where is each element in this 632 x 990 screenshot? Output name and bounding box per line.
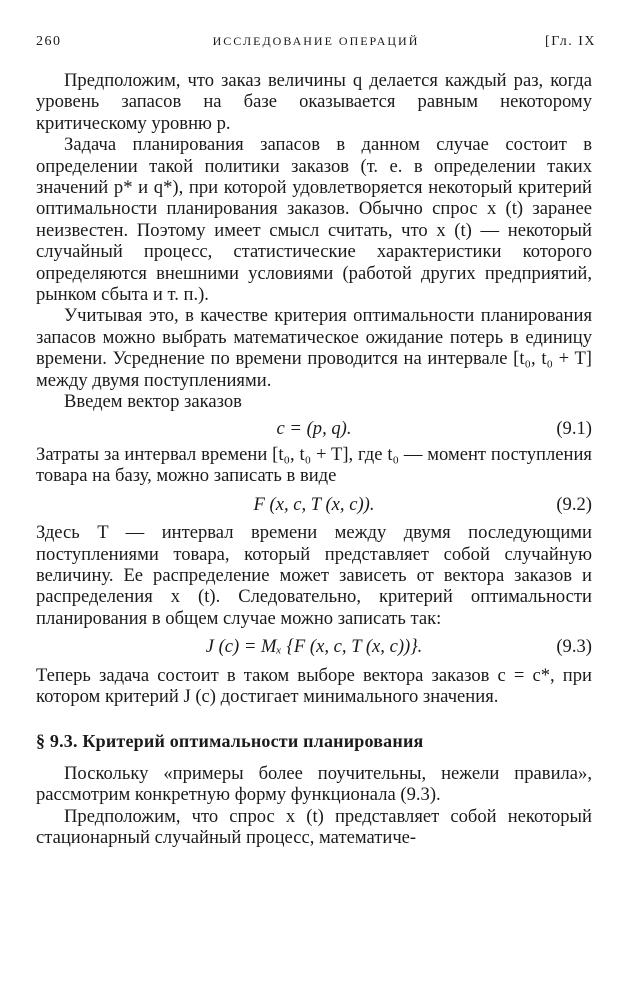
equation-number: (9.3)	[556, 636, 592, 658]
running-title: ИССЛЕДОВАНИЕ ОПЕРАЦИЙ	[212, 34, 420, 48]
paragraph: Предположим, что спрос x (t) представляет собой некоторый стационарный случайный процесс, математиче-	[36, 805, 592, 848]
paragraph: Затраты за интервал времени [t₀, t₀ + T], где t₀ — момент поступления товара на базу, можно записать в виде	[36, 443, 592, 487]
page-number: 260	[36, 34, 62, 49]
equation-number: (9.2)	[556, 493, 592, 515]
paragraph: Введем вектор заказов	[64, 391, 242, 413]
equation-expression: F (x, c, T (x, c)).	[253, 493, 375, 515]
paragraph: Поскольку «примеры более поучительны, нежели правила», рассмотрим конкретную форму функционала (9.3).	[36, 762, 592, 806]
page-header	[36, 34, 596, 54]
paragraph: Теперь задача состоит в таком выборе вектора заказов c = c*, при котором критерий J (c) достигает минимального значения.	[36, 664, 592, 707]
equation-9-3	[36, 636, 592, 657]
equation-expression: c = (p, q).	[276, 417, 352, 439]
section-heading: § 9.3. Критерий оптимальности планирования	[36, 731, 424, 752]
paragraph: Учитывая это, в качестве критерия оптимальности планирования запасов можно выбрать математическое ожидание потерь в единицу времени. Усреднение по времени проводится на интервале [t₀, t₀ + T] между двумя поступлениями.	[36, 305, 592, 391]
equation-expression: J (c) = Mₓ {F (x, c, T (x, c))}.	[205, 636, 423, 658]
equation-number: (9.1)	[556, 417, 592, 439]
equation-9-2	[36, 494, 592, 515]
page-body	[36, 70, 592, 848]
paragraph: Здесь T — интервал времени между двумя последующими поступлениями товара, который представляет собой случайную величину. Ее распределение может зависеть от вектора заказов и распределения x (t). Следовательно, критерий оптимальности планирования в общем случае можно записать так:	[36, 522, 592, 629]
paragraph: Задача планирования запасов в данном случае состоит в определении такой политики заказов (т. е. в определении таких значений p* и q*), при которой удовлетворяется некоторый критерий оптимальности планирования заказов. Обычно спрос x (t) заранее неизвестен. Поэтому имеет смысл считать, что x (t) — некоторый случайный процесс, статистические характеристики которого определяются внешними условиями (работой других предприятий, рынком сбыта и т. п.).	[36, 134, 592, 306]
paragraph: Предположим, что заказ величины q делается каждый раз, когда уровень запасов на базе оказывается равным некоторому критическому уровню p.	[36, 70, 592, 134]
chapter-label: [Гл. IX	[545, 34, 596, 49]
equation-9-1	[36, 418, 592, 439]
